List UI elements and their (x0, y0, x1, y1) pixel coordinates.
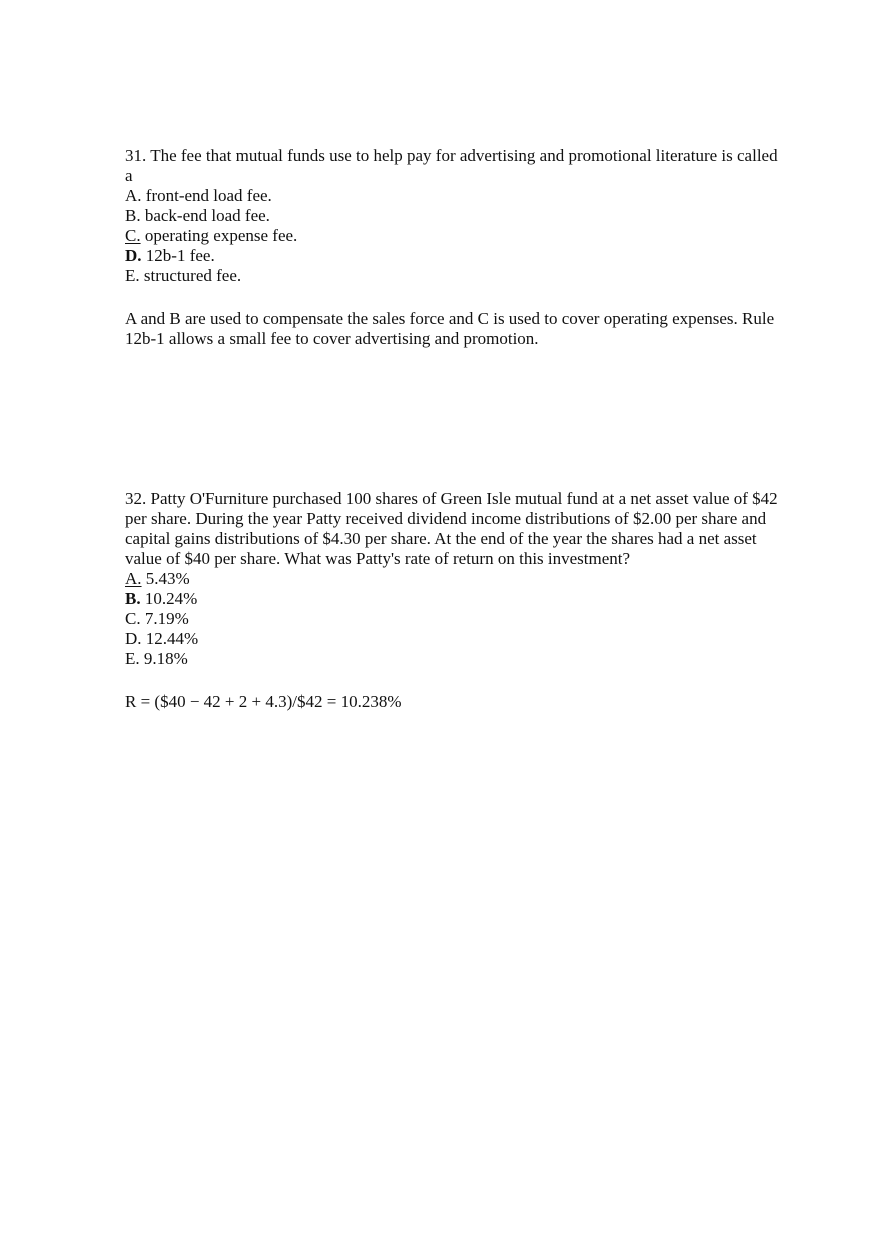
option-letter: D. (125, 629, 142, 648)
option-a (125, 569, 785, 589)
option-letter-selected: C. (125, 226, 141, 245)
option-text: back-end load fee. (144, 206, 270, 225)
option-a (125, 186, 785, 206)
option-letter: B. (125, 206, 141, 225)
option-text: structured fee. (143, 266, 242, 285)
option-text: 12.44% (145, 629, 199, 648)
option-letter: E. (125, 649, 140, 668)
option-letter: E. (125, 266, 140, 285)
question-32 (125, 489, 785, 712)
option-b (125, 206, 785, 226)
spacer (125, 286, 785, 309)
option-e (125, 266, 785, 286)
option-c (125, 609, 785, 629)
spacer (125, 669, 785, 692)
option-text: 10.24% (144, 589, 198, 608)
option-letter-correct: D. (125, 246, 142, 265)
option-letter-correct: B. (125, 589, 141, 608)
option-text: front-end load fee. (145, 186, 272, 205)
option-text: operating expense fee. (144, 226, 298, 245)
option-letter-selected: A. (125, 569, 142, 588)
option-d-correct (125, 246, 785, 266)
question-stem: 31. The fee that mutual funds use to help pay for advertising and promotional literature is called a (125, 146, 778, 185)
question-stem: 32. Patty O'Furniture purchased 100 shares of Green Isle mutual fund at a net asset value of $42 per share. During the year Patty received dividend income distributions of $2.00 per share and capital gains distributions of $4.30 per share. At the end of the year the shares had a net asset value of $40 per share. What was Patty's rate of return on this investment? (125, 489, 778, 568)
option-text: 9.18% (143, 649, 188, 668)
formula-explanation: R = ($40 − 42 + 2 + 4.3)/$42 = 10.238% (125, 692, 402, 711)
option-letter: C. (125, 609, 141, 628)
option-text: 7.19% (144, 609, 189, 628)
option-text: 5.43% (145, 569, 190, 588)
option-text: 12b-1 fee. (145, 246, 215, 265)
option-c (125, 226, 785, 246)
option-letter: A. (125, 186, 142, 205)
explanation: A and B are used to compensate the sales force and C is used to cover operating expenses. Rule 12b-1 allows a small fee to cover advertising and promotion. (125, 309, 775, 348)
option-e (125, 649, 785, 669)
option-d (125, 629, 785, 649)
option-b-correct (125, 589, 785, 609)
question-31 (125, 146, 785, 349)
